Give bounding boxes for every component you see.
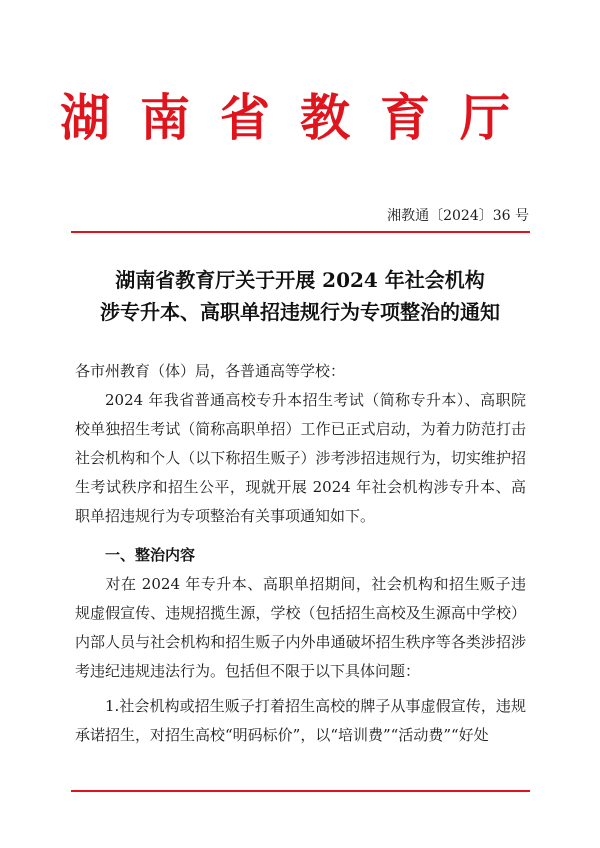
section-1-heading: 一、整治内容 bbox=[105, 546, 196, 564]
header-red-rule bbox=[71, 231, 530, 233]
document-title-line-2: 涉专升本、高职单招违规行为专项整治的通知 bbox=[100, 300, 500, 324]
paragraph-3 bbox=[75, 692, 526, 750]
document-number: 湘教通〔2024〕36 号 bbox=[387, 208, 529, 224]
footer-red-rule bbox=[71, 790, 530, 792]
paragraph-2-text: 对在 2024 年专升本、高职单招期间，社会机构和招生贩子违规虚假宣传、违规招揽生源，学校（包括招生高校及生源高中学校）内部人员与社会机构和招生贩子内外串通破坏招生秩序等各类涉招涉考违纪违规违法行为。包括但不限于以下具体问题： bbox=[75, 575, 526, 680]
paragraph-3-text: 1.社会机构或招生贩子打着招生高校的牌子从事虚假宣传，违规承诺招生，对招生高校“明码标价”，以“培训费”“活动费”“好处 bbox=[75, 697, 526, 744]
agency-masthead: 湖南省教育厅 bbox=[60, 88, 540, 147]
document-title-line-1: 湖南省教育厅关于开展 2024 年社会机构 bbox=[115, 268, 485, 292]
paragraph-1-text: 2024 年我省普通高校专升本招生考试（简称专升本）、高职院校单独招生考试（简称高职单招）工作已正式启动，为着力防范打击社会机构和个人（以下称招生贩子）涉考涉招违规行为，切实维护招生考试秩序和招生公平，现就开展 2024 年社会机构涉专升本、高职单招违规行为专项整治有关事项通知如下。 bbox=[75, 391, 526, 525]
paragraph-1 bbox=[75, 386, 526, 531]
paragraph-2 bbox=[75, 570, 526, 686]
salutation: 各市州教育（体）局，各普通高等学校： bbox=[75, 362, 346, 380]
